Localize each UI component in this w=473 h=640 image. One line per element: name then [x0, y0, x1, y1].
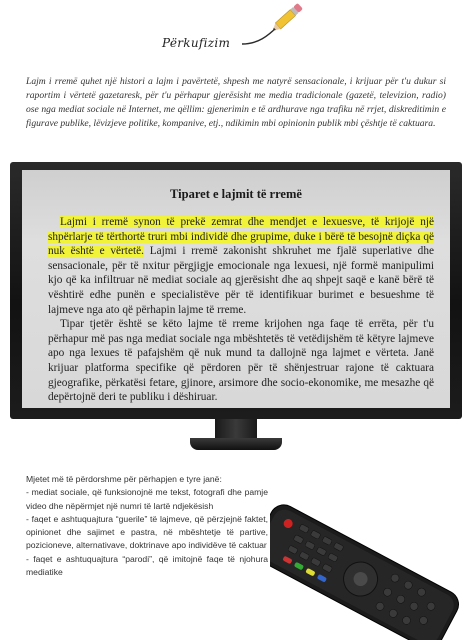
heading	[150, 0, 310, 60]
tv-screen	[22, 170, 450, 408]
page-title: Përkufizim	[162, 36, 231, 50]
box-title: Tiparet e lajmit të rremë	[170, 187, 302, 201]
list-item: - mediat sociale, që funksionojnë me tekst, fotografi dhe pamje video dhe nëpërmjet një numri të lartë ndjekësish	[26, 487, 268, 511]
pencil-icon	[150, 0, 310, 60]
tv-stand-base	[190, 438, 282, 450]
list-item: - faqet e ashtuquajtura “parodi”, që imitojnë faqe të njohura mediatike	[26, 553, 268, 578]
highlighted-text: Lajmi i rremë synon të prekë zemrat dhe mendjet e lexuesve, të krijojë një shpërlarje të tërthortë truri mbi individë dhe grupime, duke i bërë të besojnë diçka që nuk është e vërtetë.	[48, 216, 434, 258]
list-item: - faqet e ashtuquajtura “guerile” të lajmeve, që përzjejnë faktet, opinionet dhe sajimet e pastra, në mbështetje të partive, pozicioneve, alternativave, doktrinave apo individëve të caktuar	[26, 513, 268, 551]
tv-frame	[10, 162, 462, 419]
paragraph-1-rest: Lajmi i rremë zakonisht shkruhet me fjalë superlative dhe sensacionale, për të nxitur përgjigje emocionale nga lexuesi, një formë manipulimi kjo që ka infiltruar në mediat sociale aq gjerësisht dhe aq shpejt saqë e kanë bërë të vështirë edhe punën e specialistëve për të identifikuar burimet e besueshme të lajmeve nga ato që përhapin lajme të rreme.	[48, 245, 434, 316]
box-paragraph-1	[48, 215, 434, 317]
box-paragraph-2: Tipar tjetër është se këto lajme të rreme krijohen nga faqe të errëta, për t'u përhapur më pas nga mediat sociale nga mbështetës të vetëdijshëm të këtyre lajmeve apo nga lexues të pafajshëm që nuk mund ta dallojnë nga lajmet e vërteta. Janë krijuar platforma specifike që përdoren për të shënjestruar rajone të caktuara gjeografike, përkatësi fetare, gjinore, arsimore dhe socio-ekonomike, me mesazhe që depërtojnë deri te publiku i dëshiruar.	[48, 318, 434, 404]
tv-stand-neck	[215, 419, 257, 439]
tools-list	[26, 473, 268, 579]
tools-intro: Mjetet më të përdorshme për përhapjen e tyre janë:	[26, 474, 222, 484]
box-body	[48, 215, 434, 405]
tv-icon	[10, 162, 462, 454]
definition-text: Lajm i rremë quhet një histori a lajm i pavërtetë, shpesh me natyrë sensacionale, i krijuar për t'u dukur si raportim i vërtetë gazetaresk, për t'u përhapur gjerësisht me media tradicionale (gazetë, televizion, radio) ose nga mediat sociale në Internet, me qëllim: gjenerimin e të ardhurave nga trafiku në rrjet, diskreditimin e figurave publike, lëvizjeve politike, kompanive, etj., ndikimin mbi opinionin publik mbi çështje të caktuara.	[26, 76, 446, 129]
remote-control-icon	[270, 478, 470, 640]
